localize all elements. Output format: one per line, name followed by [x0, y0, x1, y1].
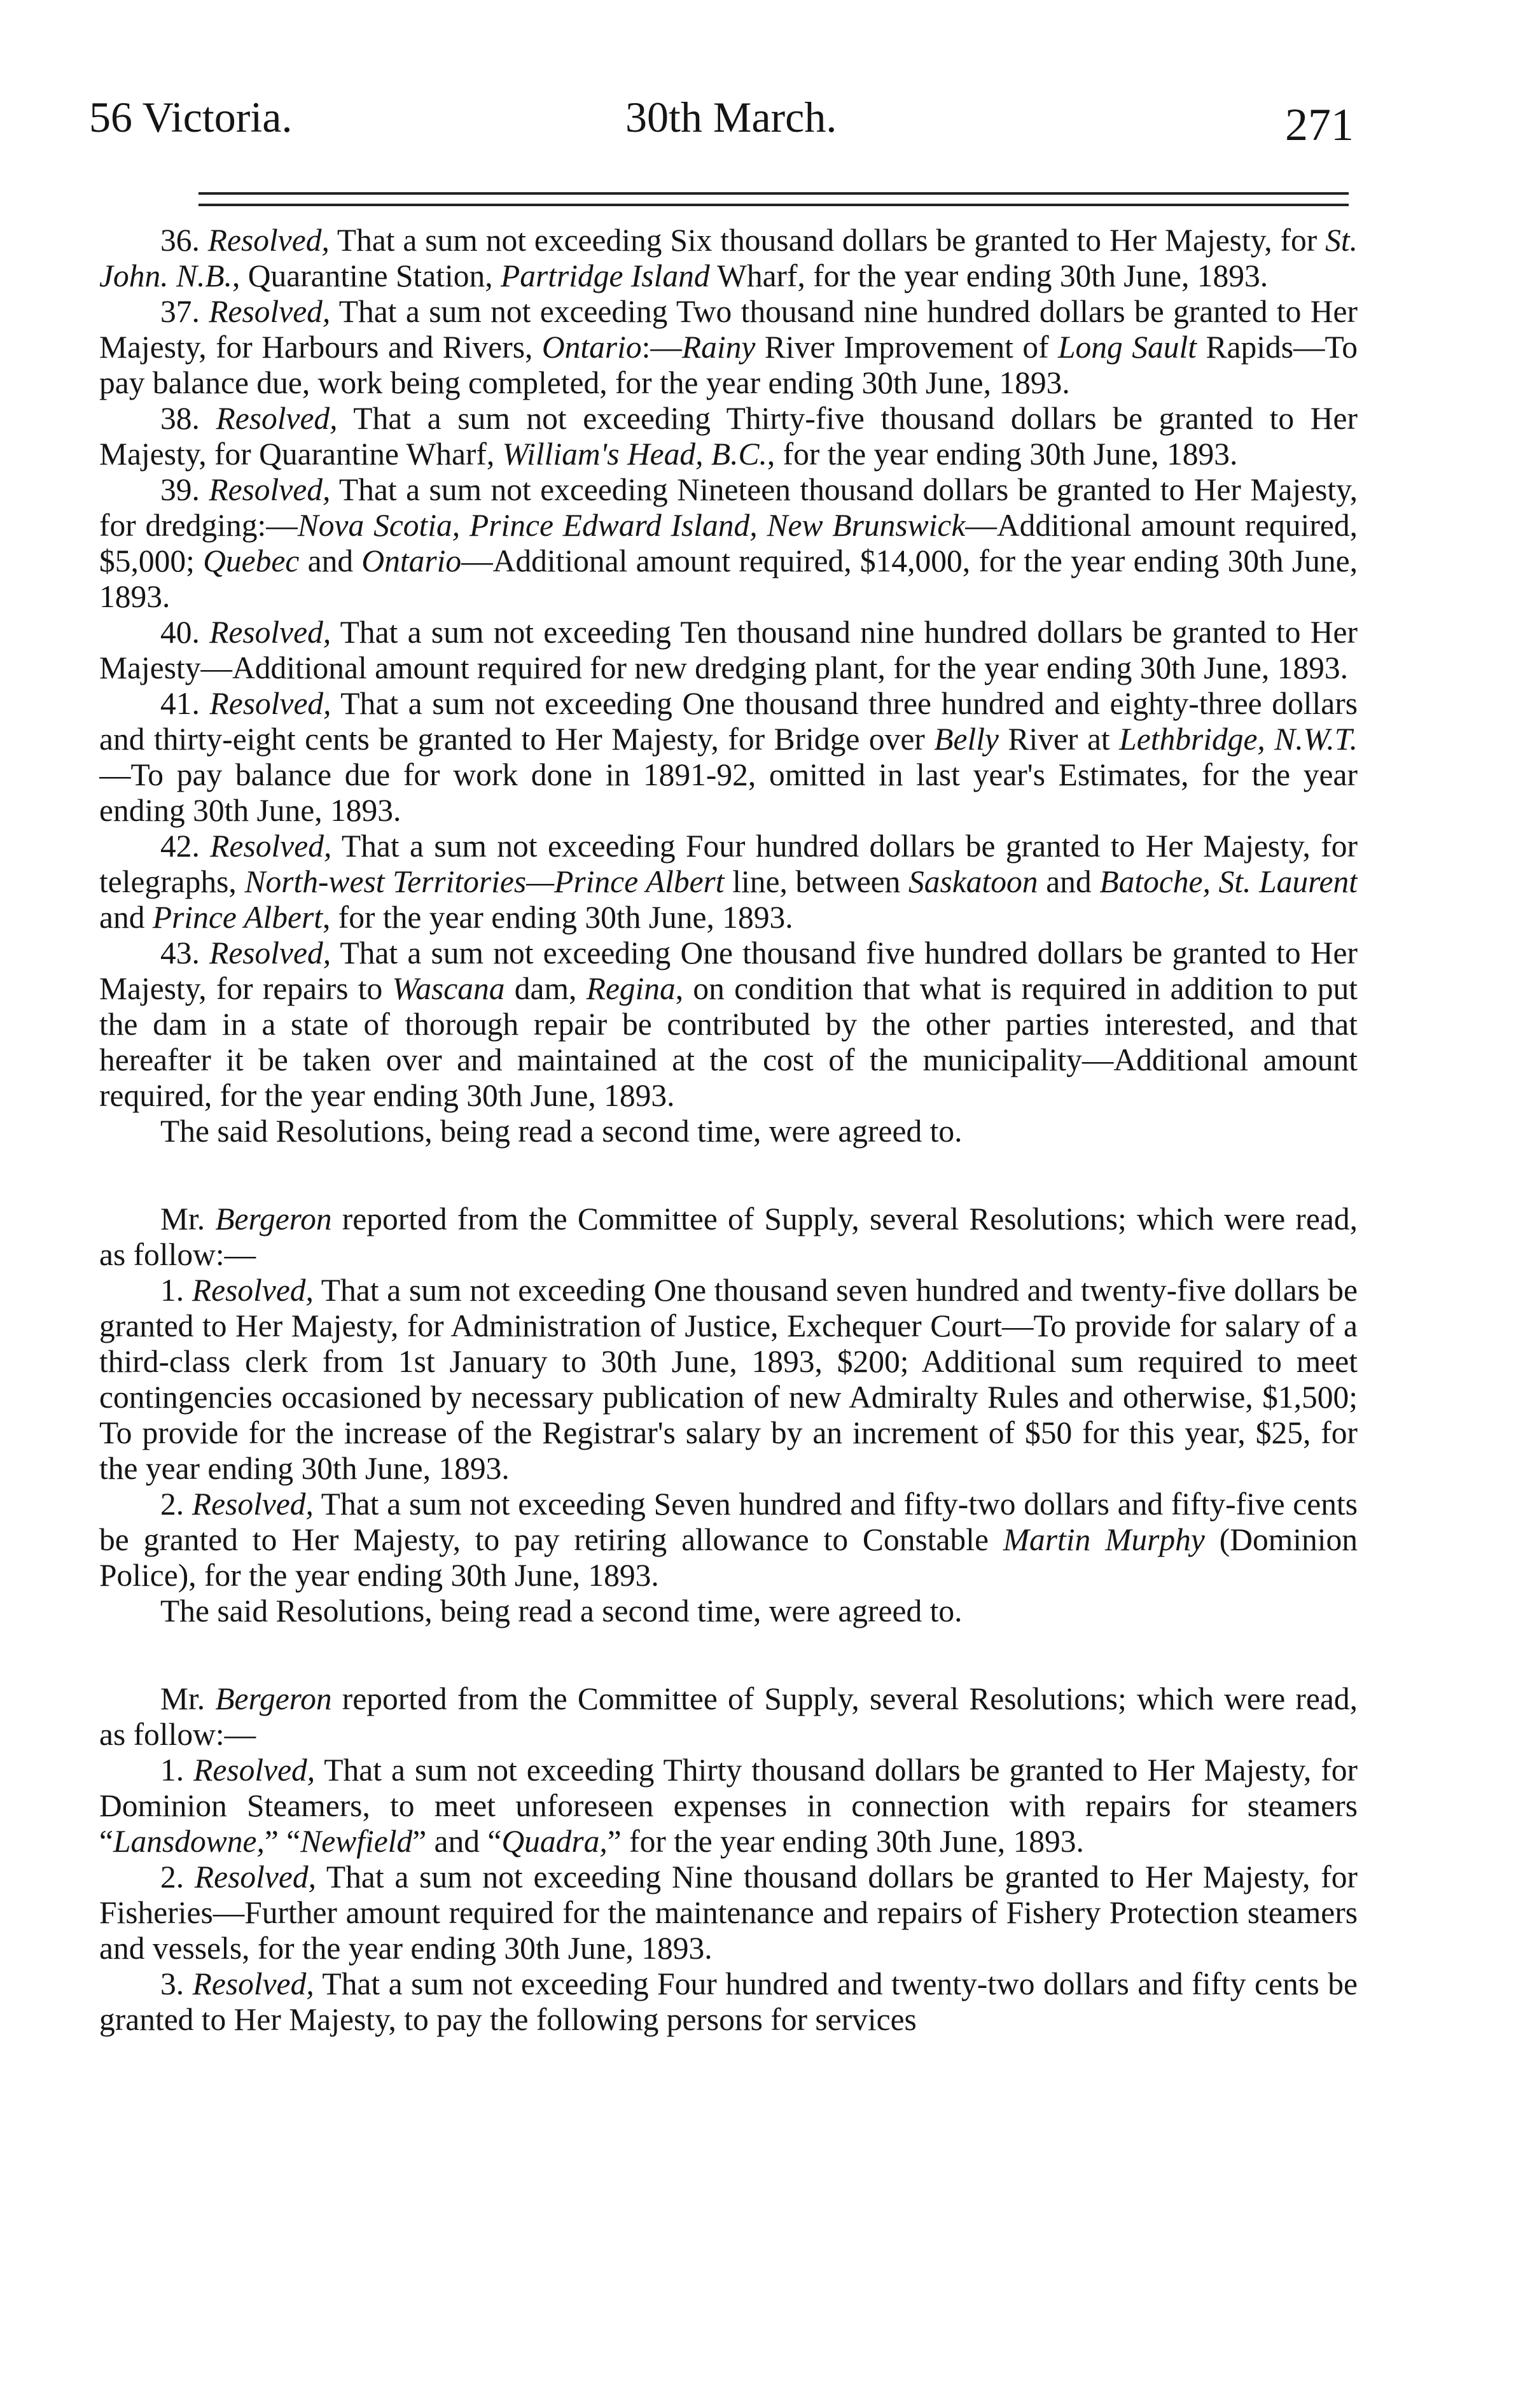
paragraph	[99, 1201, 1358, 1273]
text-run: 1.	[160, 1753, 194, 1788]
text-run: 36.	[160, 223, 208, 258]
header-rule-bottom	[198, 204, 1349, 206]
text-run: (Dominion Police), for the year ending 30th June, 1893.	[99, 1522, 1358, 1593]
italic-run: Rainy	[681, 330, 756, 365]
text-run: That a sum not exceeding One thousand five hundred dollars be granted to Her Majesty, for repairs to	[99, 935, 1358, 1006]
text-run: and	[299, 543, 362, 578]
text-run: That a sum not exceeding Two thousand nine hundred dollars be granted to Her Majesty, for Harbours and Rivers,	[99, 294, 1358, 365]
paragraph	[99, 1273, 1358, 1487]
italic-run: Resolved,	[191, 1487, 314, 1522]
italic-run: Ontario	[361, 543, 462, 578]
text-run: That a sum not exceeding One thousand seven hundred and twenty-five dollars be granted to Her Majesty, for Administration of Justice, Exchequer Court—To provide for salary of a third-class clerk from 1st January to 30th June, 1893, $200; Additional sum required to meet contingencies occasioned by necessary publication of new Admiralty Rules and otherwise, $1,500; To provide for the increase of the Registrar's salary by an increment of $50 for this year, $25, for the year ending 30th June, 1893.	[99, 1273, 1358, 1486]
paragraph	[99, 1593, 1358, 1629]
italic-run: Batoche, St. Laurent	[1099, 864, 1358, 899]
text-run: 40.	[160, 615, 210, 650]
italic-run: Ontario	[541, 330, 642, 365]
text-run: Wharf, for the year ending 30th June, 1893.	[709, 258, 1269, 293]
paragraph	[99, 1753, 1358, 1859]
paragraph	[99, 1681, 1358, 1753]
paragraph	[99, 1966, 1358, 2038]
italic-run: Resolved,	[209, 935, 331, 970]
text-run: 2.	[160, 1487, 192, 1522]
text-run: Mr.	[160, 1201, 216, 1236]
text-run: :—	[641, 330, 682, 365]
text-run: River Improvement of	[755, 330, 1059, 365]
paragraph	[99, 1114, 1358, 1149]
text-run: 39.	[160, 472, 209, 507]
text-run: That a sum not exceeding Nine thousand dollars be granted to Her Majesty, for Fisheries—Further amount required for the maintenance and repairs of Fishery Protection steamers and vessels, for the year ending 30th June, 1893.	[99, 1859, 1358, 1966]
text-run: ” and “	[412, 1824, 502, 1859]
text-run: , for the year ending 30th June, 1893.	[767, 437, 1238, 472]
text-run: 3.	[160, 1966, 193, 2001]
italic-run: Belly	[934, 722, 999, 757]
text-run: 38.	[160, 401, 216, 436]
italic-run: Resolved,	[210, 829, 332, 864]
text-run: 41.	[160, 686, 210, 721]
section-gap	[99, 1629, 1358, 1681]
text-run: That a sum not exceeding Nineteen thousand dollars be granted to Her Majesty, for dredging:—	[99, 472, 1358, 543]
italic-run: Lansdowne,	[113, 1824, 265, 1859]
resolutions-section	[99, 1201, 1358, 1629]
text-run: , on condition that what is required in addition to put the dam in a state of thorough repair be contributed by the other parties interested, and that hereafter it be taken over and maintained at the cost of the municipality—Additional amount required, for the year ending 30th June, 1893.	[99, 971, 1358, 1113]
paragraph	[99, 829, 1358, 935]
paragraph	[99, 401, 1358, 472]
text-run: ” “	[264, 1824, 301, 1859]
text-run: That a sum not exceeding Thirty thousand dollars be granted to Her Majesty, for Dominion Steamers, to meet unforeseen expenses in connection with repairs for steamers “	[99, 1753, 1358, 1859]
text-run: That a sum not exceeding Thirty-five thousand dollars be granted to Her Majesty, for Quarantine Wharf,	[99, 401, 1358, 472]
italic-run: Bergeron	[215, 1201, 332, 1236]
text-run: reported from the Committee of Supply, several Resolutions; which were read, as follow:—	[99, 1201, 1358, 1272]
italic-run: Prince Albert	[152, 900, 323, 935]
resolutions-section	[99, 223, 1358, 1149]
paragraph	[99, 615, 1358, 686]
italic-run: Martin Murphy	[1003, 1522, 1205, 1557]
text-run: That a sum not exceeding One thousand three hundred and eighty-three dollars and thirty-eight cents be granted to Her Majesty, for Bridge over	[99, 686, 1358, 757]
text-run: That a sum not exceeding Seven hundred and fifty-two dollars and fifty-five cents be granted to Her Majesty, to pay retiring allowance to Constable	[99, 1487, 1358, 1557]
paragraph	[99, 686, 1358, 829]
text-run: , Quarantine Station,	[232, 258, 501, 293]
text-run: —Additional amount required, $14,000, for the year ending 30th June, 1893.	[99, 543, 1358, 614]
italic-run: Resolved,	[191, 1273, 314, 1308]
text-run: That a sum not exceeding Four hundred and twenty-two dollars and fifty cents be granted to Her Majesty, to pay the following persons for services	[99, 1966, 1358, 2037]
italic-run: Quebec	[203, 543, 300, 578]
section-gap	[99, 1149, 1358, 1201]
italic-run: Saskatoon	[908, 864, 1038, 899]
italic-run: Long Sault	[1058, 330, 1197, 365]
text-run: , for the year ending 30th June, 1893.	[323, 900, 793, 935]
italic-run: Resolved,	[209, 615, 331, 650]
italic-run: Resolved,	[216, 401, 338, 436]
italic-run: Resolved,	[207, 223, 330, 258]
paragraph	[99, 294, 1358, 401]
resolutions-section	[99, 1681, 1358, 2038]
italic-run: St. John. N.B.	[99, 223, 1358, 293]
italic-run: Lethbridge, N.W.T.	[1119, 722, 1358, 757]
journal-body	[99, 223, 1358, 2310]
paragraph	[99, 1859, 1358, 1966]
paragraph	[99, 935, 1358, 1114]
text-run: The said Resolutions, being read a second time, were agreed to.	[160, 1114, 963, 1149]
text-run: ” for the year ending 30th June, 1893.	[607, 1824, 1084, 1859]
italic-run: Resolved,	[192, 1966, 314, 2001]
italic-run: Wascana	[392, 971, 505, 1006]
italic-run: Nova Scotia, Prince Edward Island, New Brunswick	[297, 508, 966, 543]
text-run: That a sum not exceeding Six thousand dollars be granted to Her Majesty, for	[329, 223, 1326, 258]
header-rule-top	[198, 192, 1349, 195]
italic-run: Resolved,	[209, 686, 331, 721]
text-run: That a sum not exceeding Ten thousand nine hundred dollars be granted to Her Majesty—Additional amount required for new dredging plant, for the year ending 30th June, 1893.	[99, 615, 1358, 685]
text-run: 42.	[160, 829, 211, 864]
page-number: 271	[1285, 99, 1354, 150]
text-run: Mr.	[160, 1681, 216, 1716]
text-run: and	[1038, 864, 1100, 899]
italic-run: Quadra,	[501, 1824, 608, 1859]
italic-run: Resolved,	[193, 1753, 316, 1788]
italic-run: Resolved,	[209, 294, 331, 329]
italic-run: North-west Territories—Prince Albert	[244, 864, 725, 899]
italic-run: Newfield	[300, 1824, 413, 1859]
italic-run: Regina	[586, 971, 676, 1006]
paragraph	[99, 472, 1358, 615]
text-run: River at	[998, 722, 1120, 757]
text-run: The said Resolutions, being read a second time, were agreed to.	[160, 1593, 963, 1628]
text-run: reported from the Committee of Supply, several Resolutions; which were read, as follow:—	[99, 1681, 1358, 1752]
text-run: 37.	[160, 294, 209, 329]
text-run: Rapids—To pay balance due, work being completed, for the year ending 30th June, 1893.	[99, 330, 1358, 400]
italic-run: Resolved,	[194, 1859, 316, 1894]
text-run: 2.	[160, 1859, 195, 1894]
text-run: —Additional amount required, $5,000;	[99, 508, 1358, 578]
italic-run: Resolved,	[209, 472, 331, 507]
text-run: 1.	[160, 1273, 192, 1308]
text-run: dam,	[504, 971, 587, 1006]
italic-run: William's Head, B.C.	[502, 437, 767, 472]
text-run: 43.	[160, 935, 210, 970]
italic-run: Bergeron	[215, 1681, 332, 1716]
paragraph	[99, 1487, 1358, 1593]
running-head-date: 30th March.	[625, 93, 837, 141]
paragraph	[99, 223, 1358, 294]
text-run: —To pay balance due for work done in 1891-92, omitted in last year's Estimates, for the year ending 30th June, 1893.	[99, 757, 1358, 828]
italic-run: Partridge Island	[501, 258, 710, 293]
text-run: line, between	[724, 864, 909, 899]
running-head-session: 56 Victoria.	[89, 93, 293, 141]
text-run: That a sum not exceeding Four hundred dollars be granted to Her Majesty, for telegraphs,	[99, 829, 1358, 899]
text-run: and	[99, 900, 153, 935]
